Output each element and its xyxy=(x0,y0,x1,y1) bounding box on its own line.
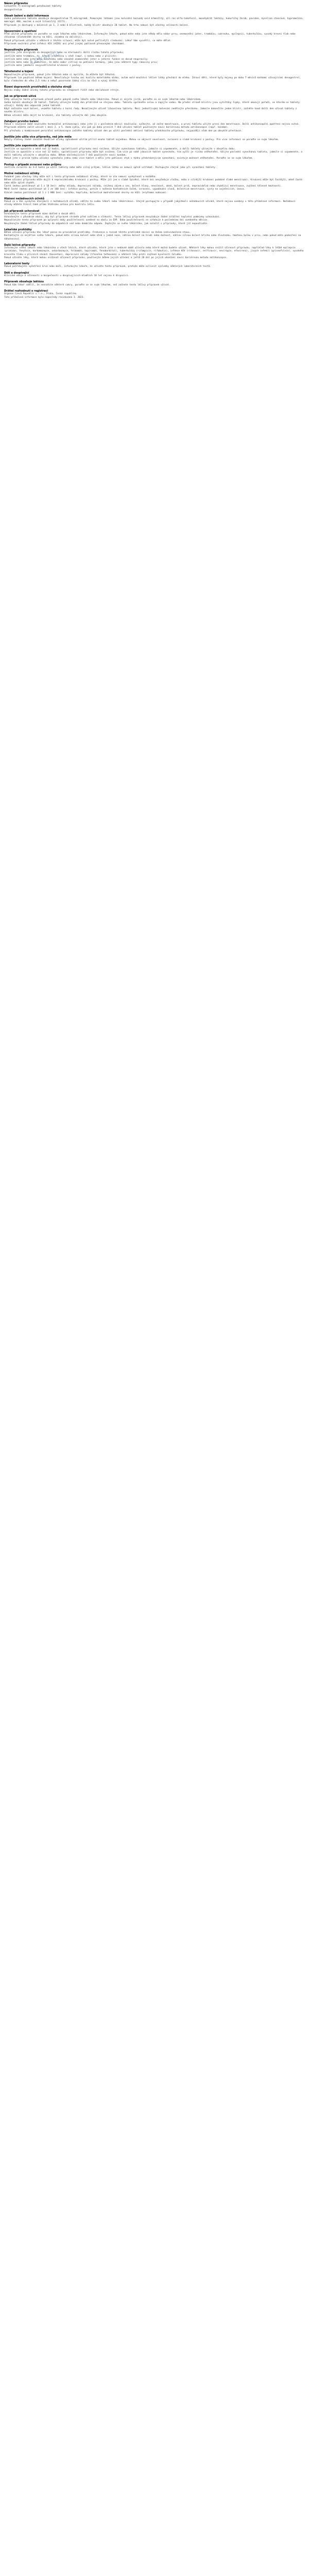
section-title: Řízení dopravních prostředků a obsluha strojů xyxy=(4,86,72,89)
section-title: Přípravek obsahuje laktózu xyxy=(4,280,44,284)
section-paragraph: Informujte svého lékaře nebo lékárníka o všech lécích, které užíváte, které jste v nedávné době užívala nebo které možná budete užívat. Některé léky mohou snížit účinnost přípravku, například léky k léčbě epilepsie (primidon, fenytoin, karbamazepin, oxkarbazepin, felbamát, topiramát, fenobarbital), tuberkulózy (rifampicin, rifabutin), infekce HIV (ritonavir, nelfinavir, nevirapin, efavirenz), jiných infekcí (griseofulvin), vysokého krevního tlaku v plicních cévách (bosentan), depresivní nálady (třezalka tečkovaná) a některé léky proti zvýšené kyselosti žaludku. xyxy=(4,247,304,256)
document-section xyxy=(4,210,305,226)
section-title: Obsah balení a další informace xyxy=(4,14,49,18)
section-title: Držitel rozhodnutí o registraci xyxy=(4,289,48,293)
section-paragraph: Pokud potřebujete vyšetření krve nebo moči, informujte lékaře, že užíváte tento přípravek, protože může ovlivnit výsledky některých laboratorních testů. xyxy=(4,265,211,268)
section-paragraph: Podobně jako všechny léky může mít i tento přípravek nežádoucí účinky, které se ale nemusí vyskytnout u každého. xyxy=(4,175,157,178)
section-paragraph: Jedna potahovaná tableta obsahuje desogestrelum 75 mikrogramů. Pomocnými látkami jsou koloidní bezvodý oxid křemičitý, all-rac-alfa-tokoferol, monohydrát laktózy, kukuřičný škrob, povidon, kyselina stearová, hypromelóza, makrogol 400, mastek a oxid titaničitý (E171). xyxy=(4,18,304,24)
document-section xyxy=(4,272,305,278)
section-body xyxy=(4,176,305,195)
section-paragraph: Uchovávejte v původním obalu, aby byl přípravek chráněn před světlem a vlhkostí. Tento léčivý přípravek nevyžaduje žádné zvláštní teplotní podmínky uchovávání. xyxy=(4,216,221,219)
section-paragraph: Klinické údaje o účinnosti a bezpečnosti u dospívajících mladších 18 let nejsou k dispozici. xyxy=(4,275,130,278)
section-body xyxy=(4,98,305,117)
document-section xyxy=(4,163,305,170)
section-paragraph: Cerazette 75 mikrogramů potahované tablety xyxy=(4,5,62,8)
document-section xyxy=(4,120,305,133)
section-paragraph: jestliže máte nebo je podezření, že máte nádor citlivý na pohlavní hormony, jako jsou některé typy rakoviny prsu; xyxy=(4,61,158,64)
section-body xyxy=(4,166,305,170)
section-paragraph: jestliže máte trombózu, tj. krevní sraženinu v cévě (např. v nohou nebo v plicích); xyxy=(4,55,117,58)
section-body xyxy=(4,89,305,92)
section-body xyxy=(4,275,305,278)
document-section xyxy=(4,197,305,207)
document-section xyxy=(4,95,305,117)
section-list xyxy=(4,2,305,299)
section-title: Nepoužívejte přípravek xyxy=(4,48,38,52)
document-section xyxy=(4,172,305,195)
section-paragraph: Vzácné (mohou postihnout až 1 z 1 000 žen): vyrážka, kopřivka, bolestivé modročervené skvrny na kůži (erythema nodosum). xyxy=(4,191,168,194)
section-paragraph: Jestliže zvracíte do 3–4 hodin po užití tablety nebo máte silný průjem, léčivá látka se nemusí úplně vstřebat. Postupujte stejně jako při vynechání tablety. xyxy=(4,166,217,169)
section-paragraph: Časté (mohou postihnout až 1 z 10 žen): změny nálady, depresivní nálada, snížený zájem o sex, bolest hlavy, nevolnost, akné, bolest prsů, nepravidelná nebo chybějící menstruace, zvýšení tělesné hmotnosti. xyxy=(4,185,282,188)
section-title: Upozornění a opatření xyxy=(4,29,37,33)
section-paragraph: Během užívání přípravku může dojít k nepravidelnému krvácení z pochvy. Může jít jen o slabé špinění, které ani nevyžaduje vložku, nebo o silnější krvácení podobné slabé menstruaci. Krvácení může být častější, méně časté nebo může úplně chybět. xyxy=(4,178,302,184)
section-body xyxy=(4,213,305,226)
section-body xyxy=(4,265,305,268)
document-section xyxy=(4,262,305,269)
document-section xyxy=(4,144,305,160)
section-paragraph: Nepoužívejte tento přípravek po uplynutí doby použitelnosti uvedené na obalu za EXP. Doba použitelnosti se vztahuje k poslednímu dni uvedeného měsíce. xyxy=(4,219,209,222)
section-paragraph: Pokud přípravek užíváte v některé z těchto situací, může být nutné pečlivější sledování. Lékař Vám vysvětlí, co máte dělat. xyxy=(4,39,172,42)
section-body xyxy=(4,52,305,67)
section-body xyxy=(4,123,305,133)
document-section xyxy=(4,30,305,46)
section-paragraph: Jedno balení obsahuje 28 tablet. Tablety užívejte každý den přibližně ve stejnou dobu. Tabletu spolkněte celou a zapijte vodou. Na přední straně blistru jsou vytištěny šipky, které ukazují pořadí, ve kterém se tablety užívají. Každý den odpovídá jedné tabletě. xyxy=(4,101,300,107)
document-section xyxy=(4,86,305,92)
section-body xyxy=(4,5,305,11)
section-paragraph: Přípravek nechrání před infekcí HIV (AIDS) ani před jinými pohlavně přenosnými chorobami. xyxy=(4,42,126,45)
document-section xyxy=(4,280,305,287)
document-section xyxy=(4,70,305,83)
section-paragraph: Během užívání může dojít ke krvácení, ale tablety užívejte dál jako obvykle. xyxy=(4,114,108,117)
section-title: Název přípravku xyxy=(4,2,28,5)
section-body xyxy=(4,200,305,207)
section-title: Těhotenství a kojení xyxy=(4,70,33,74)
section-body xyxy=(4,74,305,83)
section-title: Lékařské prohlídky xyxy=(4,228,32,231)
document-section xyxy=(4,228,305,241)
section-body xyxy=(4,18,305,27)
section-title: Jak přípravek uchovávat xyxy=(4,209,40,213)
section-paragraph: Přípravek lze používat během kojení. Neovlivňuje tvorbu ani kvalitu mateřského mléka, avšak malé množství léčivé látky přechází do mléka. Zdraví dětí, které byly kojeny po dobu 7 měsíců matkami užívajícími desogestrel, bylo sledováno do věku 2,5 roku a nebyl pozorován žádný vliv na růst a vývoj dítěte. xyxy=(4,77,301,83)
section-paragraph: Organon Czech Republic s.r.o., Praha, Česká republika xyxy=(4,293,77,296)
document-section xyxy=(4,244,305,260)
document-section xyxy=(4,2,305,12)
section-title: Jak se přípravek užívá xyxy=(4,95,37,98)
watermark: Lékárna xyxy=(28,48,61,66)
section-title: Další léčivé přípravky xyxy=(4,243,36,247)
section-body xyxy=(4,231,305,241)
section-paragraph: Přípravek je dostupný v baleních po 1, 3 nebo 6 blistrech, každý blistr obsahuje 28 tablet. Na trhu nemusí být všechny velikosti balení. xyxy=(4,24,190,27)
section-paragraph: Uchovávejte tento přípravek mimo dohled a dosah dětí. xyxy=(4,213,77,216)
section-paragraph: desogestrelum xyxy=(4,8,22,11)
section-paragraph: Méně časté (mohou postihnout až 1 ze 100 žen): infekce pochvy, potíže s nošením kontaktních čoček, zvracení, vypadávání vlasů, bolestivá menstruace, cysty na vaječnících, únava. xyxy=(4,188,245,191)
section-paragraph: jestliže máte jakékoli nevysvětlitelné krvácení z pochvy. xyxy=(4,64,82,67)
section-paragraph: Vždy užívejte tento přípravek přesně podle pokynů svého lékaře nebo lékárníka. Pokud si nejste jistá, poraďte se se svým lékařem nebo lékárníkem. xyxy=(4,98,202,101)
section-title: Děti a dospívající xyxy=(4,271,29,275)
section-paragraph: Pokud jste v prvním týdnu užívání vynechala jednu nebo více tablet a měla jste pohlavní styk v týdnu předcházejícím vynechání, existuje možnost otěhotnění. Poraďte se se svým lékařem. xyxy=(4,157,253,160)
section-title: Laboratorní testy xyxy=(4,262,30,266)
section-paragraph: jestliže máte nebo jste měla žloutenku nebo závažné onemocnění jater a jaterní funkce se dosud neupravily; xyxy=(4,58,149,61)
section-title: Zahájení prvního balení xyxy=(4,120,39,123)
section-paragraph: Pokud v současné době neužíváte hormonální antikoncepci nebo jste ji v posledním měsíci neužívala: vyčkejte, až začne menstruace, a první tabletu užijte první den menstruace. Další antikoncepční opatření nejsou nutná. xyxy=(4,123,300,126)
section-paragraph: Při přechodu z kombinované perorální antikoncepce začněte tablety užívat den po užití poslední aktivní tablety předchozího přípravku, nejpozději však den po obvyklé přestávce. xyxy=(4,129,243,132)
document-section xyxy=(4,14,305,27)
section-body xyxy=(4,148,305,161)
section-paragraph: Pokud se u Vás vyskytne kterýkoli z nežádoucích účinků, sdělte to svému lékaři nebo lékárníkovi. Stejně postupujte v případě jakýchkoli nežádoucích účinků, které nejsou uvedeny v této příbalové informaci. Nežádoucí účinky můžete hlásit také přímo Státnímu ústavu pro kontrolu léčiv. xyxy=(4,200,296,207)
section-paragraph: Během užívání přípravku Vás lékař pozve na pravidelné prohlídky. Frekvence a rozsah těchto prohlídek závisí na Vašem individuálním stavu. xyxy=(4,231,191,234)
section-title: Jestliže jste zapomněla užít přípravek xyxy=(4,144,59,148)
section-paragraph: jestliže jste alergická na desogestrel nebo na kteroukoli další složku tohoto přípravku; xyxy=(4,52,124,55)
section-paragraph: Nejsou známy žádné účinky tohoto přípravku na schopnost řídit nebo obsluhovat stroje. xyxy=(4,89,120,92)
section-paragraph: Jestliže se opozdíte o více než 12 hodin, spolehlivost přípravku může být snížena. Čím více po sobě jdoucích tablet vynecháte, tím vyšší je riziko otěhotnění. Užijte poslední vynechanou tabletu, jakmile si vzpomenete, a další tablety užívejte v obvyklou dobu. Během následujících 7 dnů používejte navíc kondom. xyxy=(4,150,302,157)
section-paragraph: Jestliže se opozdíte o méně než 12 hodin, spolehlivost přípravku není snížena. Užijte vynechanou tabletu, jakmile si vzpomenete, a další tablety užívejte v obvyklou dobu. xyxy=(4,147,236,150)
document-section xyxy=(4,135,305,142)
section-body xyxy=(4,33,305,46)
section-title: Možné nežádoucí účinky xyxy=(4,172,40,176)
section-paragraph: Před užitím přípravku se poraďte se svým lékařem nebo lékárníkem. Informujte lékaře, pokud máte nebo jste někdy měla nádor prsu, onemocnění jater, trombózu, cukrovku, epilepsii, tuberkulózu, vysoký krevní tlak nebo chloasma (žlutohnědé skvrny na kůži, zejména na obličeji). xyxy=(4,33,296,39)
section-body xyxy=(4,247,305,260)
section-title: Jestliže jste užila více přípravku, než jste měla xyxy=(4,135,72,139)
section-title: Hlášení nežádoucích účinků xyxy=(4,197,45,200)
section-body xyxy=(4,284,305,287)
section-paragraph: Pokud užíváte léky, které mohou snižovat účinnost přípravku, používejte během jejich užívání a ještě 28 dní po jejich ukončení navíc bariérovou metodu antikoncepce. xyxy=(4,256,228,259)
section-title: Postup v případě zvracení nebo průjmu xyxy=(4,163,61,166)
section-paragraph: Pokud Vám lékař sdělil, že nesnášíte některé cukry, poraďte se se svým lékařem, než začnete tento léčivý přípravek užívat. xyxy=(4,283,170,286)
section-paragraph: Když začínáte nové balení, vezměte tabletu z horní řady. Nezačínejte užívat libovolnou tabletu. Mezi jednotlivými baleními nedělejte přestávku. Jakmile dokončíte jeden blistr, začněte hned další den užívat tablety z nového blistru. xyxy=(4,108,297,114)
section-paragraph: Nebyly hlášeny žádné závažné škodlivé účinky způsobené užitím příliš mnoha tablet najednou. Mohou se objevit nevolnost, zvracení a slabé krvácení z pochvy. Pro více informací se poraďte se svým lékařem. xyxy=(4,139,279,142)
section-paragraph: Tato příbalová informace byla naposledy revidována 3. 2023. xyxy=(4,296,84,299)
document-section xyxy=(4,48,305,67)
document-section xyxy=(4,290,305,299)
section-body xyxy=(4,139,305,142)
section-body xyxy=(4,293,305,299)
section-paragraph: Nepoužívejte přípravek, pokud jste těhotná nebo si myslíte, že můžete být těhotná. xyxy=(4,73,116,76)
section-paragraph: Kontaktujte co nejdříve svého lékaře, pokud máte silnou bolest nebo otok v jedné noze, náhlou bolest na hrudi nebo dušnost, náhlou silnou bolest břicha nebo žloutenku, hmatnou bulku v prsu, nebo pokud máte podezření na těhotenství. xyxy=(4,234,301,241)
section-paragraph: Nevyhazujte žádné léčivé přípravky do odpadních vod nebo domácího odpadu. Zeptejte se svého lékárníka, jak naložit s přípravky, které již nepoužíváte. xyxy=(4,222,209,225)
section-paragraph: Přípravek můžete začít užívat i mezi 2. a 5. dnem cyklu, ale pak po dobu prvních 7 dnů užívání tablet používejte navíc bariérovou metodu antikoncepce (např. kondom). xyxy=(4,126,229,129)
